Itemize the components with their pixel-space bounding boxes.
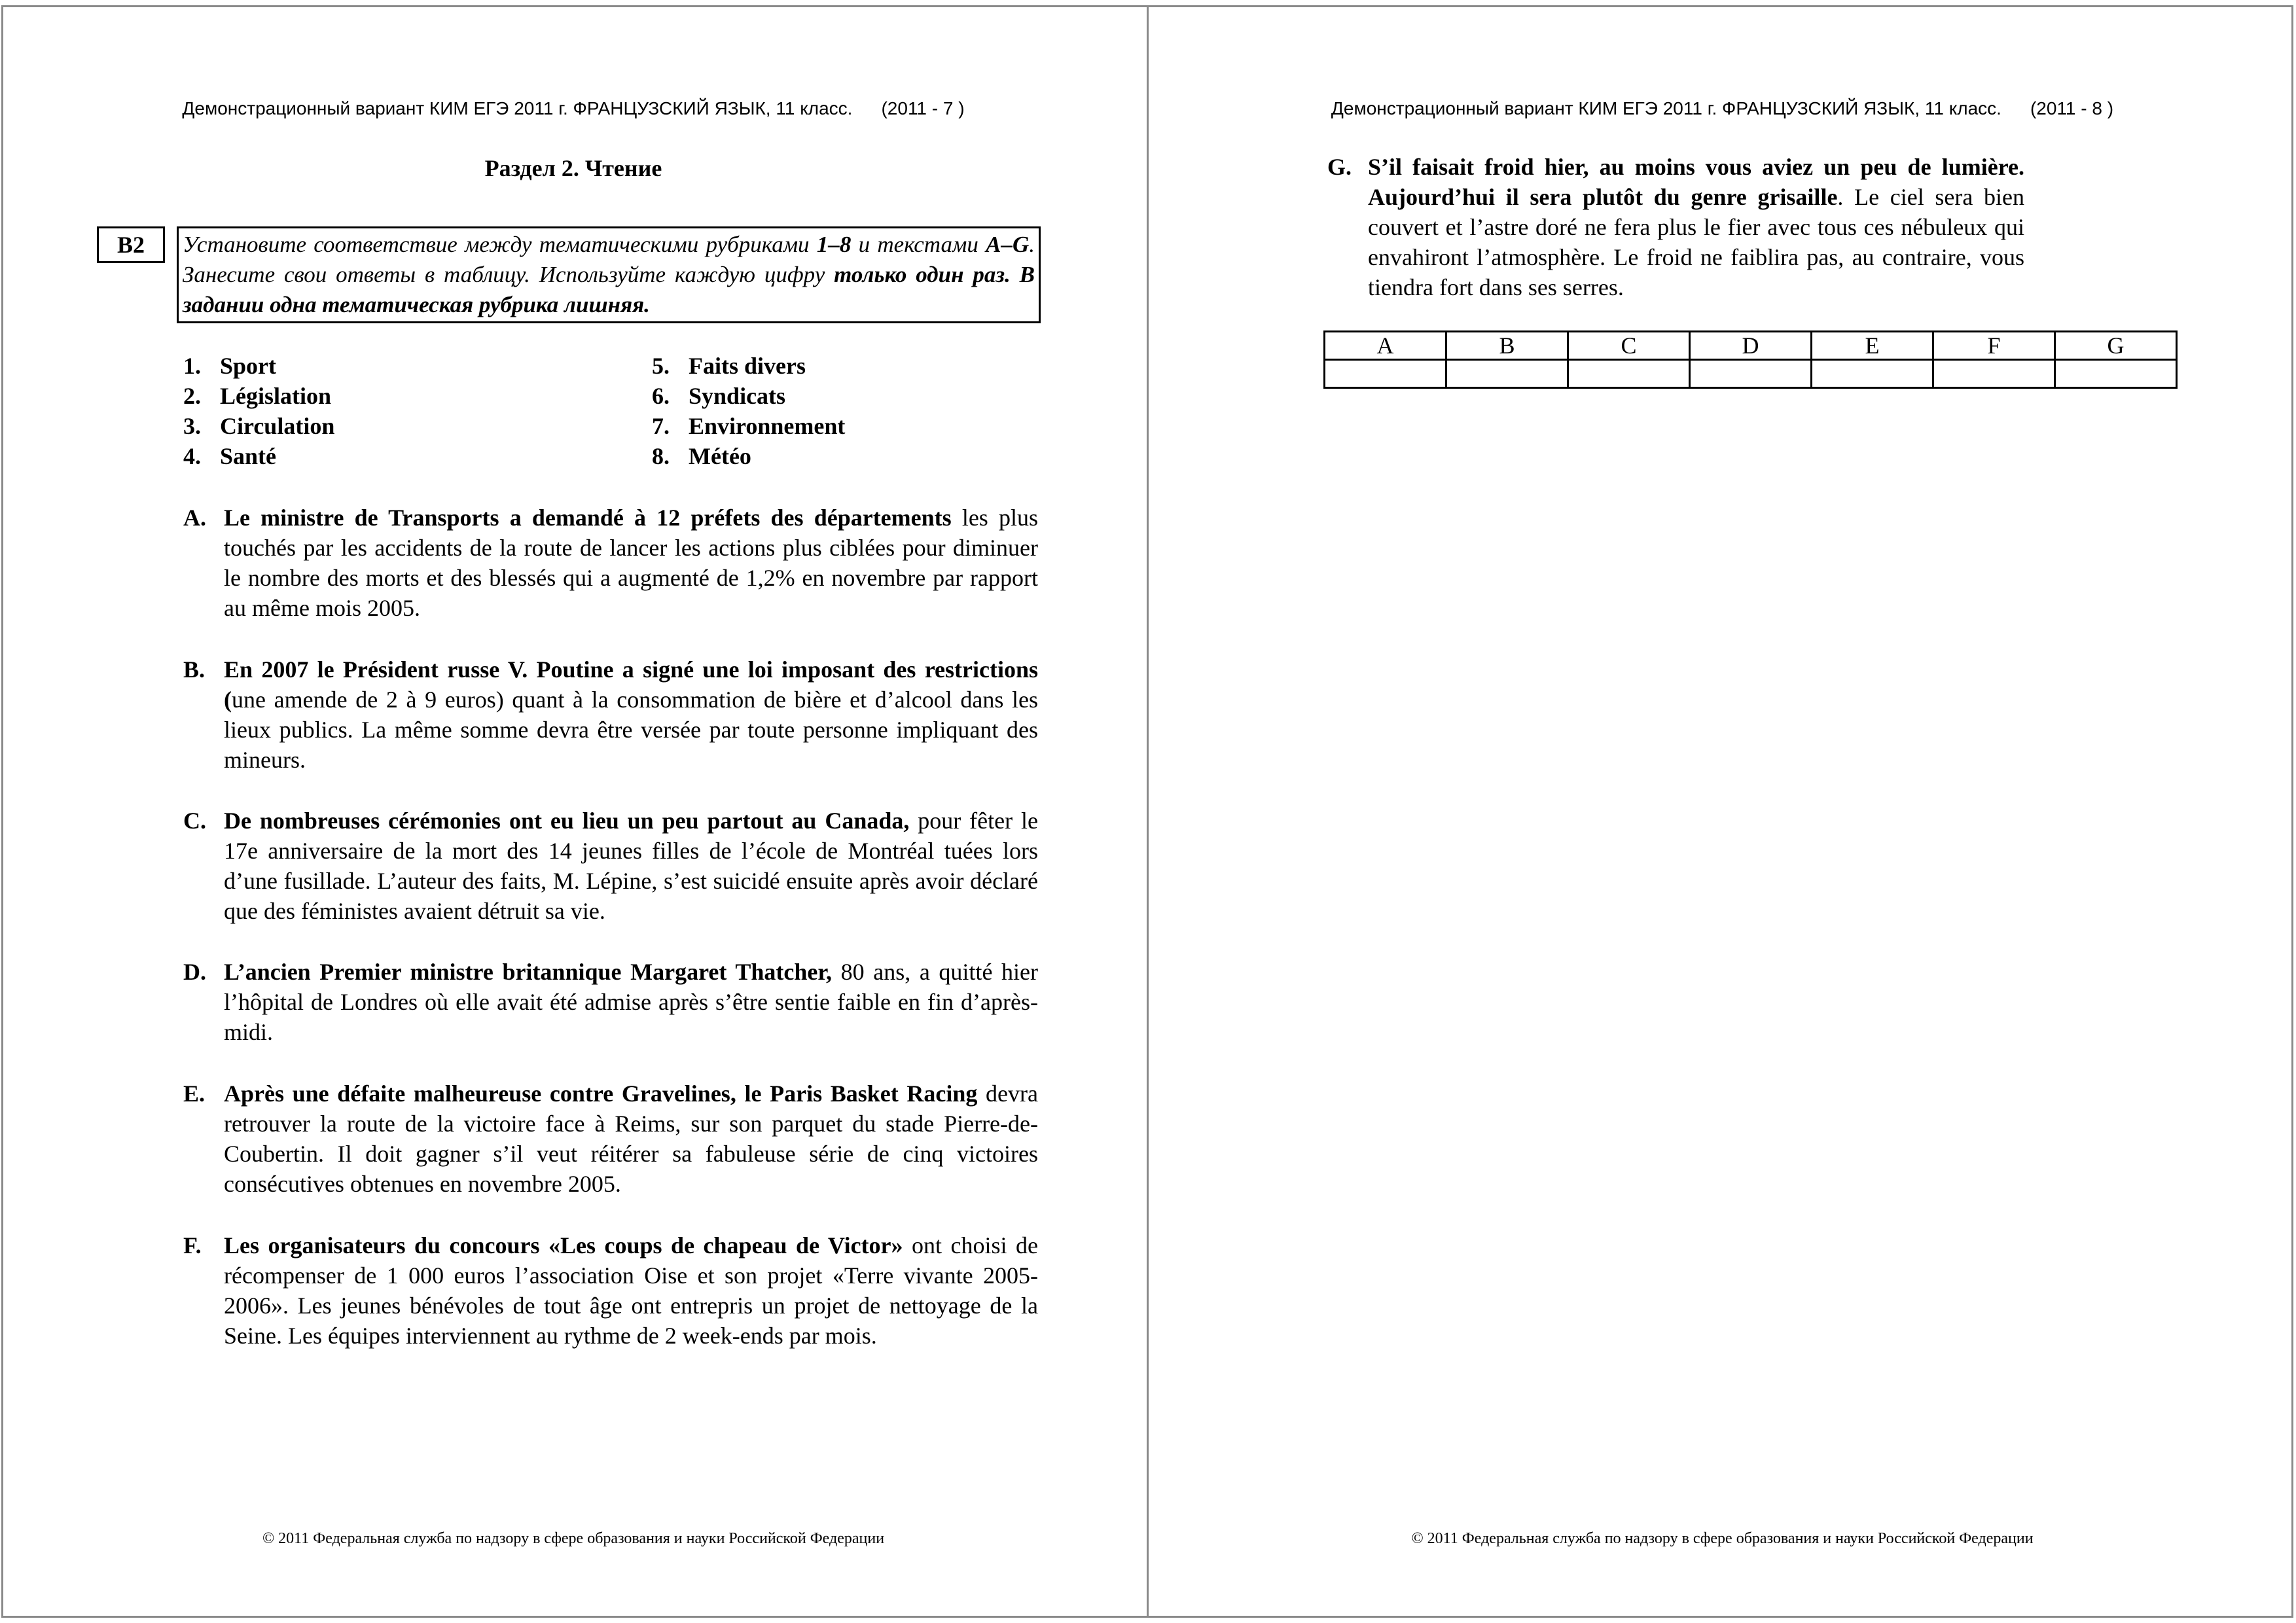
answer-cell-c[interactable]	[1568, 360, 1690, 388]
rubric-label: Météo	[689, 443, 751, 469]
answer-cell-d[interactable]	[1690, 360, 1812, 388]
header-title: Демонстрационный вариант КИМ ЕГЭ 2011 г. ФРАНЦУЗСКИЙ ЯЗЫК, 11 класс.	[182, 98, 853, 118]
text-item-d	[183, 957, 1038, 1047]
text-letter: C.	[183, 808, 206, 834]
task-id-badge: B2	[97, 226, 165, 263]
answer-column-header: E	[1812, 332, 1933, 360]
answer-cell-a[interactable]	[1325, 360, 1446, 388]
rubric-number: 5.	[652, 353, 670, 379]
rubric-item	[652, 411, 845, 441]
instruction-part: и текстами	[851, 232, 986, 257]
text-letter: D.	[183, 959, 206, 985]
instruction-bold: 1–8	[816, 232, 852, 257]
text-bold-lead: De nombreuses cérémonies ont eu lieu un peu partout au Canada,	[224, 808, 910, 834]
text-letter: G.	[1327, 154, 1352, 180]
answer-table-input-row	[1325, 360, 2177, 388]
answer-column-header: A	[1325, 332, 1446, 360]
answer-column-header: C	[1568, 332, 1690, 360]
answer-cell-f[interactable]	[1933, 360, 2055, 388]
instruction-part: Установите соответствие между тематическими рубриками	[183, 232, 817, 257]
text-letter: A.	[183, 505, 206, 531]
text-bold-lead: L’ancien Premier ministre britannique Margaret Thatcher,	[224, 959, 833, 985]
text-letter: B.	[183, 656, 206, 683]
text-body: 80 ans, a quitté hier l’hôpital de Londres où elle avait été admise après s’être sentie faible en fin d’après-midi.	[224, 959, 1038, 1045]
text-body: ont choisi de récompenser de 1 000 euros l’association Oise et son projet «Terre vivante 2005-2006». Les jeunes bénévoles de tout âge ont entrepris un projet de nettoyage de la Seine. Les équipes interviennent au rythme de 2 week-ends par mois.	[224, 1232, 1039, 1349]
rubric-item	[183, 441, 334, 471]
text-body: une amende de 2 à 9 euros) quant à la consommation de bière et d’alcool dans les lieux publics. La même somme devra être versée par toute personne impliquant des mineurs.	[224, 687, 1038, 773]
rubrics-column-2	[652, 351, 845, 471]
instruction-part: . Занесите свои ответы в таблицу. Используйте каждую цифру	[183, 232, 1035, 287]
answer-column-header: B	[1446, 332, 1568, 360]
rubric-number: 2.	[183, 383, 201, 409]
task-instruction	[177, 226, 1041, 323]
page-number: (2011 - 7 )	[881, 98, 965, 118]
rubric-item	[652, 441, 845, 471]
right-page	[1149, 0, 2296, 1623]
rubric-number: 6.	[652, 383, 670, 409]
answer-cell-e[interactable]	[1812, 360, 1933, 388]
text-item-e	[183, 1079, 1038, 1199]
rubric-item	[183, 381, 334, 411]
text-item-b	[183, 654, 1038, 775]
rubric-label: Faits divers	[689, 353, 806, 379]
text-bold-lead: S’il faisait froid hier, au moins vous aviez un peu de lumière. Aujourd’hui il sera plutôt du genre grisaille	[1368, 154, 2024, 210]
text-item-g	[1327, 152, 2024, 302]
header-title: Демонстрационный вариант КИМ ЕГЭ 2011 г. ФРАНЦУЗСКИЙ ЯЗЫК, 11 класс.	[1331, 98, 2001, 118]
rubric-number: 3.	[183, 413, 201, 439]
rubric-label: Environnement	[689, 413, 846, 439]
rubric-item	[652, 351, 845, 381]
rubric-label: Circulation	[220, 413, 335, 439]
text-letter: E.	[183, 1080, 206, 1107]
left-page	[0, 0, 1147, 1623]
section-title: Раздел 2. Чтение	[484, 155, 662, 181]
text-item-a	[183, 503, 1038, 623]
answer-cell-g[interactable]	[2055, 360, 2177, 388]
text-letter: F.	[183, 1232, 202, 1258]
text-bold-lead: Les organisateurs du concours «Les coups de chapeau de Victor»	[224, 1232, 903, 1258]
text-item-f	[183, 1230, 1038, 1351]
answer-column-header: F	[1933, 332, 2055, 360]
rubric-label: Syndicats	[689, 383, 786, 409]
rubric-number: 7.	[652, 413, 670, 439]
text-item-c	[183, 806, 1038, 926]
page-footer: © 2011 Федеральная служба по надзору в сфере образования и науки Российской Федерации	[262, 1530, 885, 1547]
rubric-label: Sport	[220, 353, 277, 379]
rubric-item	[183, 411, 334, 441]
rubric-item	[652, 381, 845, 411]
answer-table-header-row	[1325, 332, 2177, 360]
answer-table	[1323, 330, 2178, 389]
text-body: devra retrouver la route de la victoire face à Reims, sur son parquet du stade Pierre-de-Coubertin. Il doit gagner s’il veut réitérer sa fabuleuse série de cinq victoires consécutives obtenues en novembre 2005.	[224, 1080, 1039, 1197]
page-header	[0, 98, 1147, 119]
rubric-label: Législation	[220, 383, 332, 409]
rubrics-column-1	[183, 351, 334, 471]
instruction-bold: только один раз. В задании одна тематическая рубрика лишняя.	[183, 262, 1035, 317]
text-body: les plus touchés par les accidents de la route de lancer les actions plus ciblées pour diminuer le nombre des morts et des blessés qui a augmenté de 1,2% en novembre par rapport au même mois 2005.	[224, 505, 1038, 621]
text-bold-lead: Après une défaite malheureuse contre Gravelines, le Paris Basket Racing	[224, 1080, 978, 1107]
page-footer: © 2011 Федеральная служба по надзору в сфере образования и науки Российской Федерации	[1411, 1530, 2034, 1547]
text-bold-lead: En 2007 le Président russe V. Poutine a signé une loi imposant des restrictions (	[224, 656, 1038, 713]
text-body: pour fêter le 17e anniversaire de la mort des 14 jeunes filles de l’école de Montréal tuées lors d’une fusillade. L’auteur des faits, M. Lépine, s’est suicidé ensuite après avoir déclaré que des féministes avaient détruit sa vie.	[224, 808, 1038, 924]
rubric-number: 1.	[183, 353, 201, 379]
page-number: (2011 - 8 )	[2030, 98, 2114, 118]
text-body: . Le ciel sera bien couvert et l’astre doré ne fera plus le fier avec tous ces nébuleux qui envahiront l’atmosphère. Le froid ne faiblira pas, au contraire, vous tiendra fort dans ses serres.	[1368, 184, 2024, 300]
answer-column-header: G	[2055, 332, 2177, 360]
rubric-number: 4.	[183, 443, 201, 469]
page-header	[1149, 98, 2296, 119]
instruction-bold: A–G	[986, 232, 1030, 257]
rubric-label: Santé	[220, 443, 277, 469]
text-bold-lead: Le ministre de Transports a demandé à 12 préfets des départements	[224, 505, 952, 531]
rubric-number: 8.	[652, 443, 670, 469]
answer-cell-b[interactable]	[1446, 360, 1568, 388]
answer-column-header: D	[1690, 332, 1812, 360]
rubric-item	[183, 351, 334, 381]
